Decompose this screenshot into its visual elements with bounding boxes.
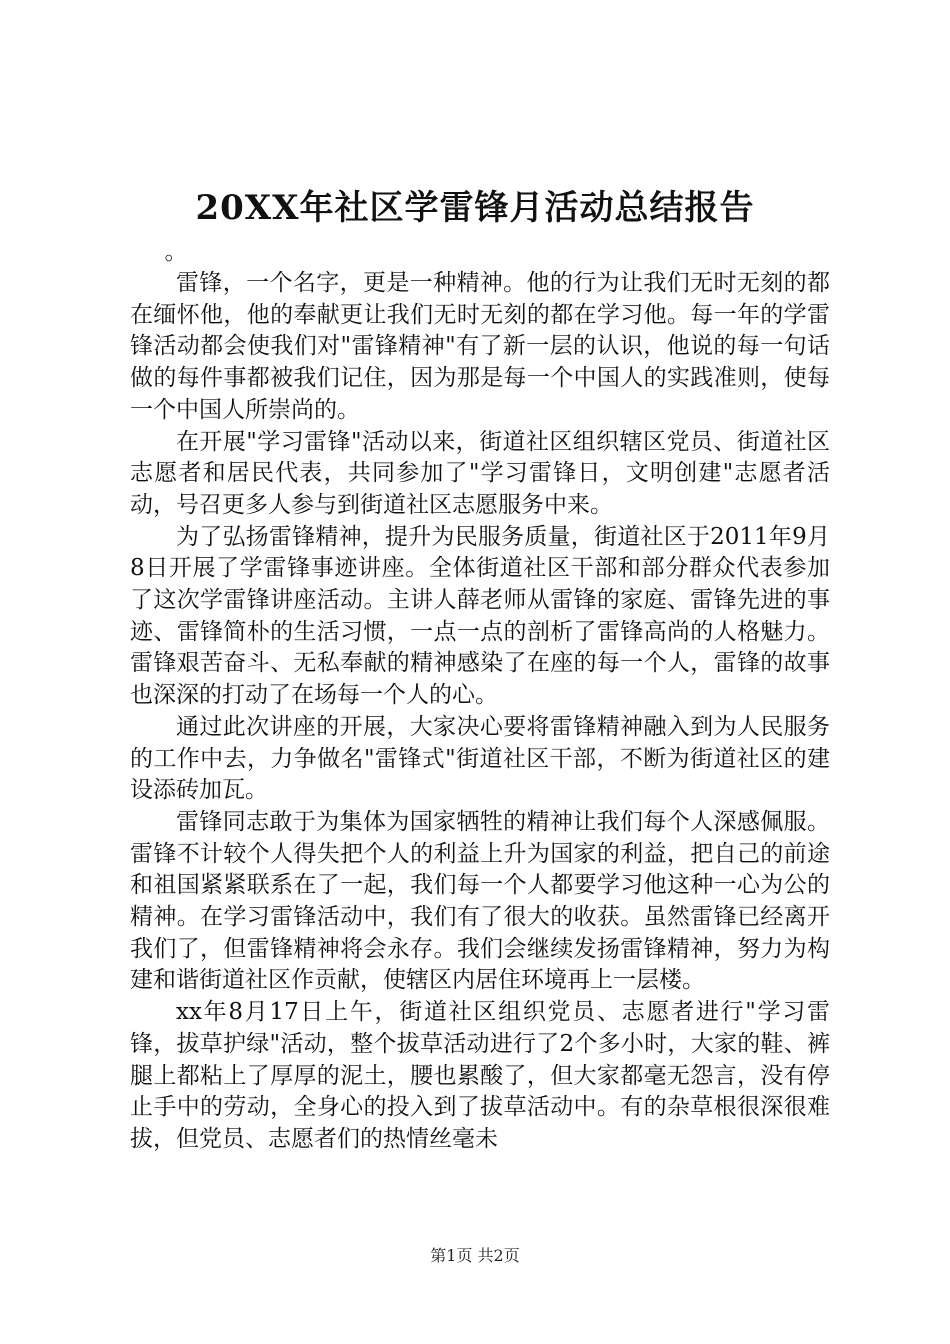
paragraph-2: 在开展"学习雷锋"活动以来，街道社区组织辖区党员、街道社区志愿者和居民代表，共同参加了"学习雷锋日，文明创建"志愿者活动，号召更多人参与到街道社区志愿服务中来。	[130, 428, 830, 518]
document-body	[130, 240, 830, 1156]
document-title: 20XX年社区学雷锋月活动总结报告	[195, 188, 755, 228]
page-footer: 第1页 共2页	[430, 1246, 520, 1265]
paragraph-0: 。	[164, 239, 188, 265]
paragraph-1: 雷锋，一个名字，更是一种精神。他的行为让我们无时无刻的都在缅怀他，他的奉献更让我们无时无刻的都在学习他。每一年的学雷锋活动都会使我们对"雷锋精神"有了新一层的认识，他说的每一句话做的每件事都被我们记住，因为那是每一个中国人的实践准则，使每一个中国人所崇尚的。	[130, 270, 830, 423]
paragraph-5: 雷锋同志敢于为集体为国家牺牲的精神让我们每个人深感佩服。雷锋不计较个人得失把个人的利益上升为国家的利益，把自己的前途和祖国紧紧联系在了一起，我们每一个人都要学习他这种一心为公的精神。在学习雷锋活动中，我们有了很大的收获。虽然雷锋已经离开我们了，但雷锋精神将会永存。我们会继续发扬雷锋精神，努力为构建和谐街道社区作贡献，使辖区内居住环境再上一层楼。	[130, 808, 830, 994]
paragraph-3: 为了弘扬雷锋精神，提升为民服务质量，街道社区于2011年9月8日开展了学雷锋事迹讲座。全体街道社区干部和部分群众代表参加了这次学雷锋讲座活动。主讲人薛老师从雷锋的家庭、雷锋先进的事迹、雷锋简朴的生活习惯，一点一点的剖析了雷锋高尚的人格魅力。雷锋艰苦奋斗、无私奉献的精神感染了在座的每一个人，雷锋的故事也深深的打动了在场每一个人的心。	[130, 523, 830, 709]
paragraph-4: 通过此次讲座的开展，大家决心要将雷锋精神融入到为人民服务的工作中去，力争做名"雷锋式"街道社区干部，不断为街道社区的建设添砖加瓦。	[130, 713, 830, 804]
paragraph-6: xx年8月17日上午，街道社区组织党员、志愿者进行"学习雷锋，拔草护绿"活动，整个拔草活动进行了2个多小时，大家的鞋、裤腿上都粘上了厚厚的泥土，腰也累酸了，但大家都毫无怨言，没有停止手中的劳动，全身心的投入到了拔草活动中。有的杂草根很深很难拔，但党员、志愿者们的热情丝毫未	[130, 999, 830, 1152]
